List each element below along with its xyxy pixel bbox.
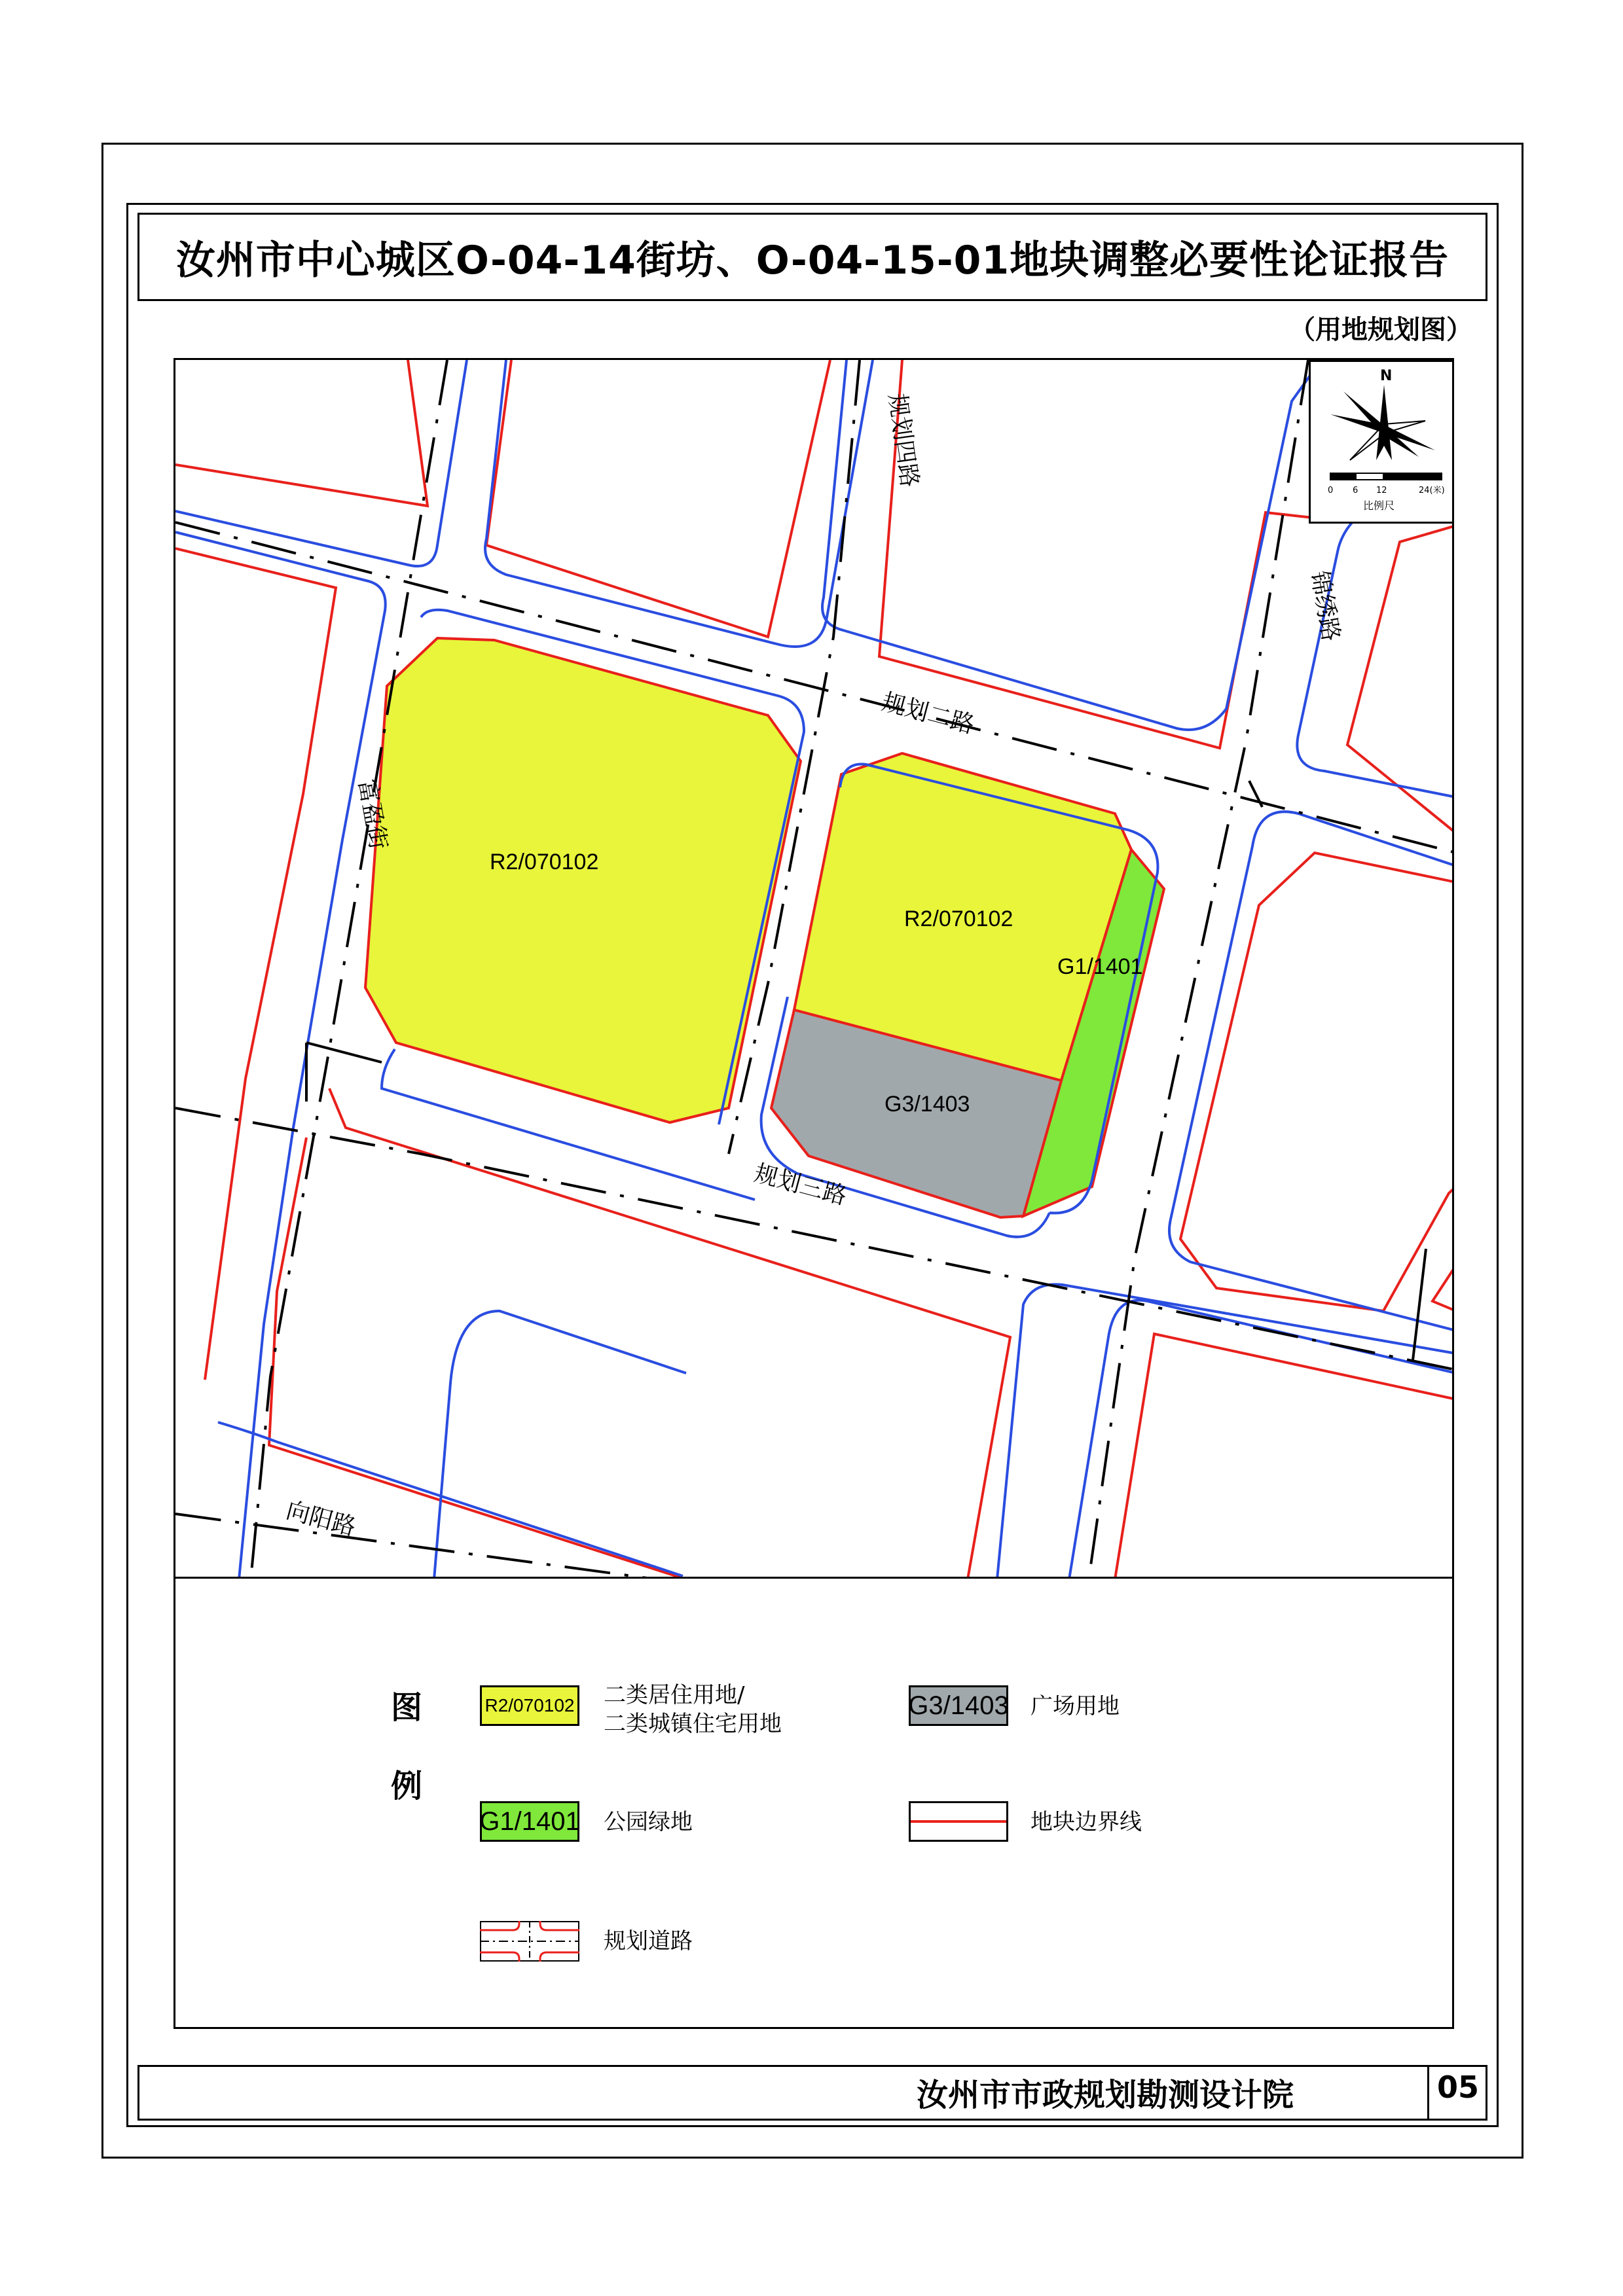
road-label-guihua-er: 规划二路 xyxy=(879,689,977,739)
svg-text:比例尺: 比例尺 xyxy=(1363,499,1395,512)
legend-label-road: 规划道路 xyxy=(604,1928,693,1954)
parcel-code-park: G1/1401 xyxy=(1057,954,1143,979)
road-label-guihua-san: 规划三路 xyxy=(751,1160,850,1210)
north-arrow-icon xyxy=(1311,362,1454,522)
footer-divider xyxy=(1427,2065,1429,2121)
legend-swatch-plaza xyxy=(909,1685,1008,1726)
legend-label-boundary: 地块边界线 xyxy=(1030,1809,1142,1835)
legend-label-park: 公园绿地 xyxy=(604,1809,693,1835)
parcel-code-plaza: G3/1403 xyxy=(884,1092,970,1117)
legend-label-residential-line1: 二类居住用地/ xyxy=(604,1682,745,1708)
legend-swatch-road xyxy=(480,1921,579,1962)
svg-text:0: 0 xyxy=(1328,486,1334,495)
legend-heading-1: 图 xyxy=(391,1689,423,1726)
svg-text:12: 12 xyxy=(1376,486,1387,495)
legend-label-plaza: 广场用地 xyxy=(1030,1693,1120,1719)
legend-code-park: G1/1401 xyxy=(479,1806,580,1836)
compass-scale-panel xyxy=(1309,360,1454,524)
svg-text:N: N xyxy=(1380,368,1393,384)
road-label-jinxiu: 锦绣路 xyxy=(1305,569,1345,643)
legend-swatch-boundary xyxy=(909,1801,1008,1842)
road-label-guihua-si: 规划四路 xyxy=(883,391,923,489)
road-label-xiangyang: 向阳路 xyxy=(283,1497,359,1541)
legend-swatch-residential xyxy=(480,1685,579,1726)
legend-label-residential xyxy=(604,1681,782,1738)
footer-organization: 汝州市市政规划勘测设计院 xyxy=(917,2077,1294,2113)
legend-boundary-line xyxy=(911,1820,1006,1823)
land-use-map xyxy=(173,358,1454,1579)
legend-code-plaza: G3/1403 xyxy=(908,1691,1009,1720)
page-number: 05 xyxy=(1437,2070,1480,2105)
legend-panel xyxy=(173,1577,1454,2029)
map-subtitle: （用地规划图） xyxy=(1289,315,1472,345)
planned-road-icon xyxy=(480,1921,579,1962)
report-title-text: 汝州市中心城区O-04-14街坊、O-04-15-01地块调整必要性论证报告 xyxy=(175,237,1450,283)
legend-code-residential: R2/070102 xyxy=(484,1695,575,1715)
report-title xyxy=(137,213,1487,301)
parcel-code-east: R2/070102 xyxy=(904,906,1013,931)
parcel-code-west: R2/070102 xyxy=(490,850,599,874)
legend-heading-2: 例 xyxy=(391,1768,423,1804)
svg-text:24(米): 24(米) xyxy=(1419,486,1445,495)
legend-label-residential-line2: 二类城镇住宅用地 xyxy=(604,1711,782,1737)
svg-text:6: 6 xyxy=(1353,486,1359,495)
legend-swatch-park xyxy=(480,1801,579,1842)
map-canvas xyxy=(175,360,1454,1579)
road-label-fuying: 富盈街 xyxy=(353,777,392,852)
